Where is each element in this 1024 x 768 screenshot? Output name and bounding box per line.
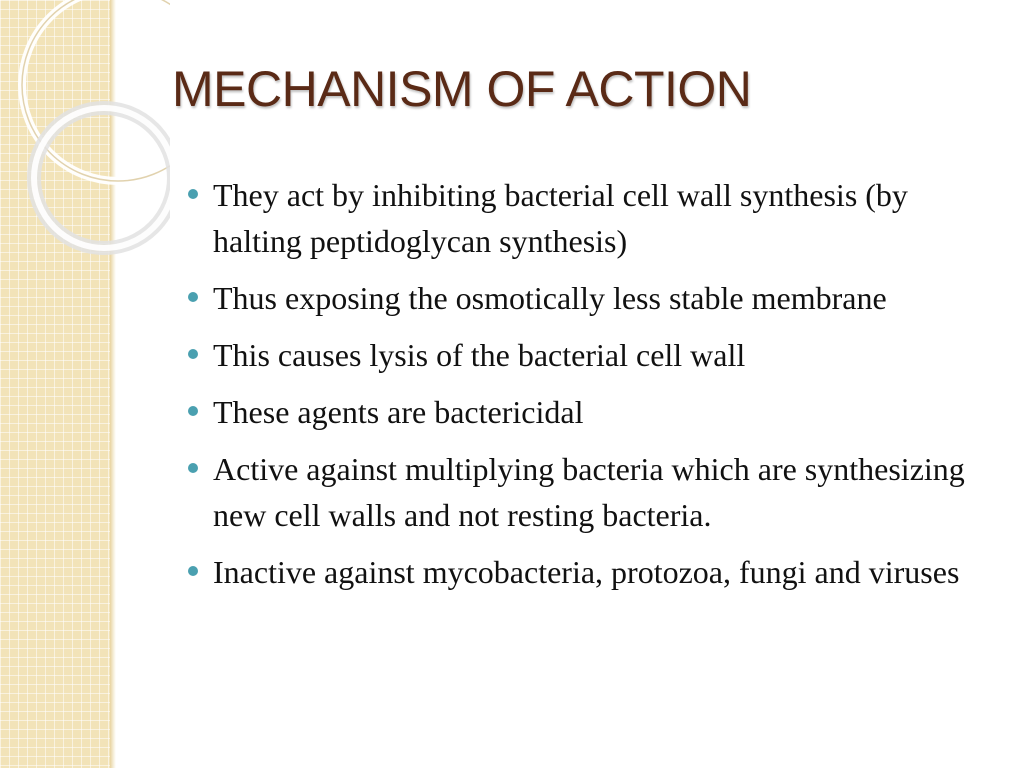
- bullet-item: [188, 446, 998, 538]
- bullet-item: [188, 549, 998, 595]
- bullet-text: This causes lysis of the bacterial cell wall: [213, 337, 746, 373]
- bullet-list: [188, 172, 998, 606]
- bullet-icon: [188, 406, 198, 416]
- bullet-icon: [188, 349, 198, 359]
- bullet-icon: [188, 292, 198, 302]
- bullet-text: Thus exposing the osmotically less stable membrane: [213, 280, 887, 316]
- bullet-text: Inactive against mycobacteria, protozoa, fungi and viruses: [213, 554, 960, 590]
- bullet-text: Active against multiplying bacteria which are synthesizing new cell walls and not resting bacteria.: [213, 451, 965, 533]
- ring-decoration-icon: [0, 0, 170, 260]
- bullet-item: [188, 389, 998, 435]
- bullet-item: [188, 172, 998, 264]
- bullet-text: They act by inhibiting bacterial cell wall synthesis (by halting peptidoglycan synthesis): [213, 177, 908, 259]
- slide-title: MECHANISM OF ACTION: [172, 61, 752, 117]
- bullet-icon: [188, 566, 198, 576]
- bullet-icon: [188, 189, 198, 199]
- bullet-icon: [188, 463, 198, 473]
- bullet-item: [188, 332, 998, 378]
- bullet-item: [188, 275, 998, 321]
- bullet-text: These agents are bactericidal: [213, 394, 584, 430]
